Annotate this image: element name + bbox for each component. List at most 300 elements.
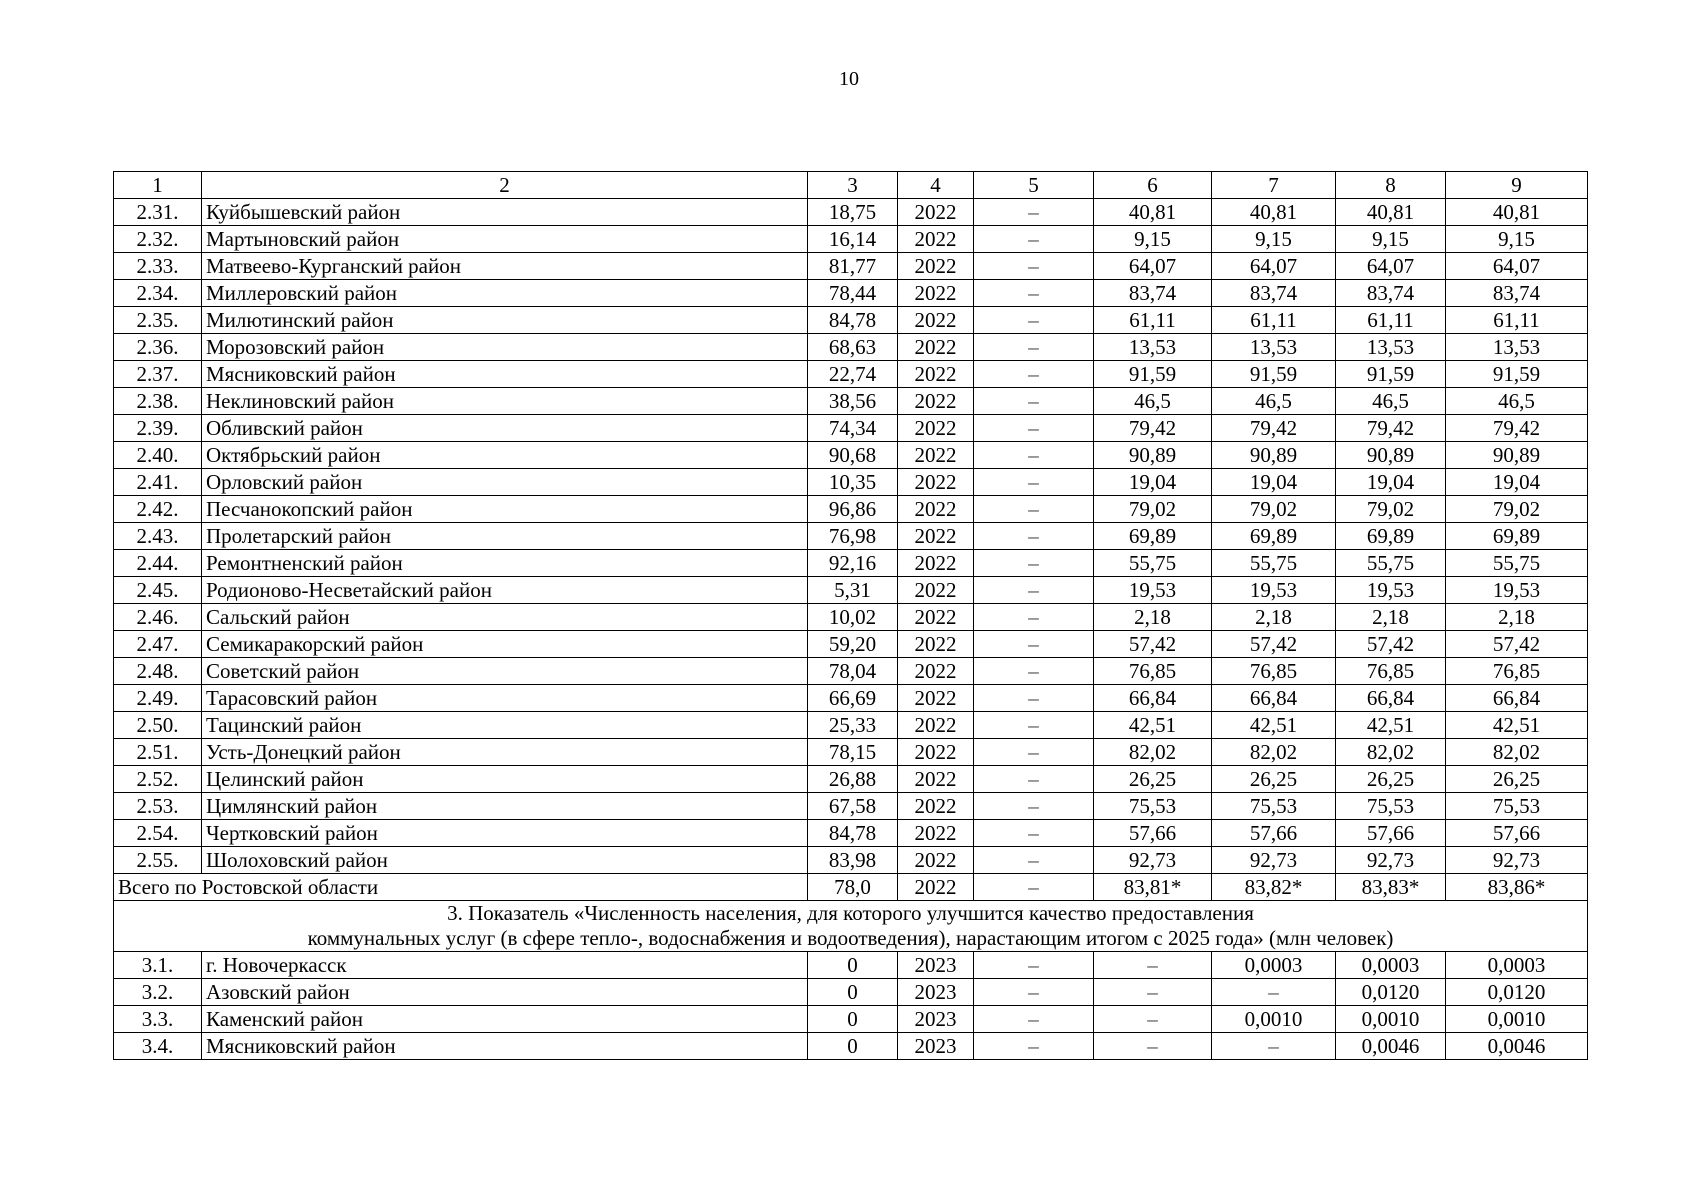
value-cell-c7: 19,53 [1212,577,1336,604]
value-cell-c5: – [974,820,1094,847]
district-name-cell: Мартыновский район [202,226,808,253]
value-cell-c6: 83,74 [1094,280,1212,307]
value-cell-c7: 2,18 [1212,604,1336,631]
row-number-cell: 2.31. [114,199,202,226]
value-cell-c9: 0,0046 [1446,1033,1588,1060]
value-cell-c3: 92,16 [808,550,898,577]
value-cell-c7: 66,84 [1212,685,1336,712]
row-number-cell: 3.4. [114,1033,202,1060]
value-cell-c3: 78,04 [808,658,898,685]
value-cell-c7: 9,15 [1212,226,1336,253]
row-number-cell: 2.39. [114,415,202,442]
value-cell-c3: 22,74 [808,361,898,388]
value-cell-c9: 42,51 [1446,712,1588,739]
value-cell-c5: – [974,979,1094,1006]
value-cell-c5: – [974,793,1094,820]
value-cell-c4: 2022 [898,415,974,442]
value-cell-c3: 83,98 [808,847,898,874]
value-cell-c8: 0,0010 [1336,1006,1446,1033]
value-cell-c5: – [974,550,1094,577]
value-cell-c5: – [974,253,1094,280]
value-cell-c6: – [1094,1006,1212,1033]
row-number-cell: 2.42. [114,496,202,523]
value-cell-c5: – [974,739,1094,766]
value-cell-c3: 76,98 [808,523,898,550]
total-value-c9: 83,86* [1446,874,1588,901]
row-number-cell: 2.37. [114,361,202,388]
value-cell-c9: 79,02 [1446,496,1588,523]
value-cell-c9: 13,53 [1446,334,1588,361]
value-cell-c5: – [974,1033,1094,1060]
value-cell-c9: 0,0010 [1446,1006,1588,1033]
value-cell-c7: 46,5 [1212,388,1336,415]
value-cell-c4: 2022 [898,604,974,631]
header-cell: 8 [1336,172,1446,199]
value-cell-c6: 57,42 [1094,631,1212,658]
row-number-cell: 2.49. [114,685,202,712]
value-cell-c7: 57,66 [1212,820,1336,847]
value-cell-c7: 83,74 [1212,280,1336,307]
value-cell-c7: 91,59 [1212,361,1336,388]
value-cell-c8: 46,5 [1336,388,1446,415]
value-cell-c5: – [974,361,1094,388]
row-number-cell: 2.51. [114,739,202,766]
value-cell-c3: 16,14 [808,226,898,253]
value-cell-c6: 57,66 [1094,820,1212,847]
value-cell-c6: 92,73 [1094,847,1212,874]
value-cell-c7: 26,25 [1212,766,1336,793]
value-cell-c9: 79,42 [1446,415,1588,442]
value-cell-c8: 82,02 [1336,739,1446,766]
value-cell-c3: 84,78 [808,307,898,334]
table-row [114,280,1588,307]
row-number-cell: 2.46. [114,604,202,631]
value-cell-c7: – [1212,979,1336,1006]
value-cell-c9: 66,84 [1446,685,1588,712]
value-cell-c9: 0,0120 [1446,979,1588,1006]
value-cell-c4: 2022 [898,550,974,577]
table-row [114,793,1588,820]
district-name-cell: Обливский район [202,415,808,442]
value-cell-c9: 40,81 [1446,199,1588,226]
row-number-cell: 3.2. [114,979,202,1006]
district-name-cell: Милютинский район [202,307,808,334]
value-cell-c6: 26,25 [1094,766,1212,793]
value-cell-c3: 74,34 [808,415,898,442]
table-row [114,820,1588,847]
row-number-cell: 2.53. [114,793,202,820]
value-cell-c5: – [974,604,1094,631]
value-cell-c5: – [974,712,1094,739]
district-name-cell: Мясниковский район [202,1033,808,1060]
value-cell-c8: 57,66 [1336,820,1446,847]
district-name-cell: Матвеево-Курганский район [202,253,808,280]
value-cell-c3: 84,78 [808,820,898,847]
district-name-cell: Семикаракорский район [202,631,808,658]
table-row [114,496,1588,523]
total-value-c5: – [974,874,1094,901]
row-number-cell: 2.36. [114,334,202,361]
row-number-cell: 2.35. [114,307,202,334]
value-cell-c8: 76,85 [1336,658,1446,685]
value-cell-c5: – [974,307,1094,334]
value-cell-c7: 79,02 [1212,496,1336,523]
value-cell-c9: 57,66 [1446,820,1588,847]
value-cell-c4: 2022 [898,793,974,820]
value-cell-c9: 0,0003 [1446,952,1588,979]
value-cell-c8: 79,42 [1336,415,1446,442]
value-cell-c4: 2022 [898,820,974,847]
value-cell-c4: 2022 [898,739,974,766]
value-cell-c4: 2023 [898,979,974,1006]
value-cell-c6: 76,85 [1094,658,1212,685]
district-name-cell: Куйбышевский район [202,199,808,226]
value-cell-c4: 2022 [898,523,974,550]
table-row [114,469,1588,496]
value-cell-c3: 26,88 [808,766,898,793]
value-cell-c9: 46,5 [1446,388,1588,415]
row-number-cell: 2.40. [114,442,202,469]
value-cell-c5: – [974,577,1094,604]
value-cell-c7: 61,11 [1212,307,1336,334]
value-cell-c4: 2022 [898,685,974,712]
value-cell-c7: 75,53 [1212,793,1336,820]
district-name-cell: Морозовский район [202,334,808,361]
value-cell-c8: 42,51 [1336,712,1446,739]
value-cell-c3: 0 [808,1033,898,1060]
value-cell-c9: 19,53 [1446,577,1588,604]
value-cell-c7: 76,85 [1212,658,1336,685]
value-cell-c9: 75,53 [1446,793,1588,820]
value-cell-c3: 67,58 [808,793,898,820]
total-value-c3: 78,0 [808,874,898,901]
value-cell-c8: 0,0046 [1336,1033,1446,1060]
value-cell-c8: 79,02 [1336,496,1446,523]
row-number-cell: 2.41. [114,469,202,496]
row-number-cell: 2.38. [114,388,202,415]
value-cell-c5: – [974,199,1094,226]
value-cell-c6: 40,81 [1094,199,1212,226]
table-row [114,199,1588,226]
value-cell-c7: 79,42 [1212,415,1336,442]
value-cell-c9: 92,73 [1446,847,1588,874]
value-cell-c4: 2022 [898,631,974,658]
district-name-cell: Каменский район [202,1006,808,1033]
value-cell-c6: 55,75 [1094,550,1212,577]
value-cell-c7: 0,0010 [1212,1006,1336,1033]
row-number-cell: 2.44. [114,550,202,577]
value-cell-c9: 61,11 [1446,307,1588,334]
table-row [114,361,1588,388]
value-cell-c7: 40,81 [1212,199,1336,226]
value-cell-c4: 2022 [898,658,974,685]
value-cell-c8: 64,07 [1336,253,1446,280]
value-cell-c6: 90,89 [1094,442,1212,469]
value-cell-c3: 78,44 [808,280,898,307]
row-number-cell: 2.32. [114,226,202,253]
value-cell-c6: 91,59 [1094,361,1212,388]
total-value-c6: 83,81* [1094,874,1212,901]
header-cell: 4 [898,172,974,199]
value-cell-c3: 68,63 [808,334,898,361]
table-row [114,415,1588,442]
table-row [114,766,1588,793]
value-cell-c6: 2,18 [1094,604,1212,631]
value-cell-c4: 2022 [898,388,974,415]
value-cell-c6: – [1094,952,1212,979]
value-cell-c9: 90,89 [1446,442,1588,469]
value-cell-c3: 96,86 [808,496,898,523]
district-name-cell: Ремонтненский район [202,550,808,577]
row-number-cell: 2.54. [114,820,202,847]
value-cell-c9: 9,15 [1446,226,1588,253]
value-cell-c7: 57,42 [1212,631,1336,658]
row-number-cell: 3.1. [114,952,202,979]
table-row [114,1006,1588,1033]
header-cell: 7 [1212,172,1336,199]
value-cell-c3: 10,02 [808,604,898,631]
table-row [114,1033,1588,1060]
value-cell-c8: 66,84 [1336,685,1446,712]
value-cell-c6: 66,84 [1094,685,1212,712]
table-row [114,658,1588,685]
section-3-title-row [114,901,1588,952]
value-cell-c7: 82,02 [1212,739,1336,766]
table-row [114,253,1588,280]
value-cell-c8: 92,73 [1336,847,1446,874]
district-name-cell: Сальский район [202,604,808,631]
district-name-cell: Пролетарский район [202,523,808,550]
value-cell-c4: 2022 [898,334,974,361]
value-cell-c5: – [974,226,1094,253]
value-cell-c4: 2022 [898,361,974,388]
value-cell-c9: 83,74 [1446,280,1588,307]
indicator-table [113,171,1588,1060]
value-cell-c8: 19,53 [1336,577,1446,604]
value-cell-c8: 91,59 [1336,361,1446,388]
total-value-c4: 2022 [898,874,974,901]
value-cell-c8: 83,74 [1336,280,1446,307]
value-cell-c5: – [974,523,1094,550]
value-cell-c5: – [974,415,1094,442]
value-cell-c9: 19,04 [1446,469,1588,496]
value-cell-c3: 0 [808,979,898,1006]
district-name-cell: Шолоховский район [202,847,808,874]
value-cell-c5: – [974,766,1094,793]
value-cell-c5: – [974,280,1094,307]
value-cell-c3: 81,77 [808,253,898,280]
value-cell-c4: 2022 [898,469,974,496]
district-name-cell: Тацинский район [202,712,808,739]
row-number-cell: 2.48. [114,658,202,685]
value-cell-c3: 59,20 [808,631,898,658]
row-number-cell: 3.3. [114,1006,202,1033]
table-row [114,442,1588,469]
section-3-title [114,901,1588,952]
value-cell-c5: – [974,469,1094,496]
value-cell-c7: 55,75 [1212,550,1336,577]
district-name-cell: Цимлянский район [202,793,808,820]
header-cell: 3 [808,172,898,199]
value-cell-c3: 10,35 [808,469,898,496]
value-cell-c8: 9,15 [1336,226,1446,253]
value-cell-c7: 64,07 [1212,253,1336,280]
table-row [114,523,1588,550]
value-cell-c6: 61,11 [1094,307,1212,334]
value-cell-c9: 91,59 [1446,361,1588,388]
value-cell-c9: 26,25 [1446,766,1588,793]
value-cell-c3: 0 [808,1006,898,1033]
value-cell-c6: 9,15 [1094,226,1212,253]
row-number-cell: 2.45. [114,577,202,604]
value-cell-c5: – [974,658,1094,685]
value-cell-c6: 46,5 [1094,388,1212,415]
row-number-cell: 2.33. [114,253,202,280]
row-number-cell: 2.34. [114,280,202,307]
table-row [114,685,1588,712]
value-cell-c4: 2023 [898,1006,974,1033]
value-cell-c8: 0,0120 [1336,979,1446,1006]
value-cell-c7: – [1212,1033,1336,1060]
total-value-c8: 83,83* [1336,874,1446,901]
value-cell-c4: 2022 [898,199,974,226]
total-row [114,874,1588,901]
table-row [114,712,1588,739]
table-row [114,979,1588,1006]
value-cell-c4: 2022 [898,280,974,307]
value-cell-c6: 75,53 [1094,793,1212,820]
value-cell-c5: – [974,685,1094,712]
value-cell-c9: 2,18 [1446,604,1588,631]
value-cell-c3: 0 [808,952,898,979]
value-cell-c4: 2022 [898,712,974,739]
value-cell-c3: 66,69 [808,685,898,712]
district-name-cell: Целинский район [202,766,808,793]
value-cell-c8: 75,53 [1336,793,1446,820]
value-cell-c9: 64,07 [1446,253,1588,280]
district-name-cell: Советский район [202,658,808,685]
table-row [114,739,1588,766]
district-name-cell: Орловский район [202,469,808,496]
value-cell-c8: 0,0003 [1336,952,1446,979]
header-cell: 5 [974,172,1094,199]
value-cell-c5: – [974,442,1094,469]
header-cell: 6 [1094,172,1212,199]
value-cell-c6: 19,04 [1094,469,1212,496]
value-cell-c9: 76,85 [1446,658,1588,685]
district-name-cell: Неклиновский район [202,388,808,415]
table-row [114,388,1588,415]
value-cell-c5: – [974,388,1094,415]
value-cell-c3: 25,33 [808,712,898,739]
value-cell-c3: 90,68 [808,442,898,469]
value-cell-c8: 61,11 [1336,307,1446,334]
value-cell-c4: 2022 [898,496,974,523]
value-cell-c9: 57,42 [1446,631,1588,658]
district-name-cell: Чертковский район [202,820,808,847]
value-cell-c6: 13,53 [1094,334,1212,361]
page-number: 10 [839,68,859,90]
row-number-cell: 2.50. [114,712,202,739]
district-name-cell: Мясниковский район [202,361,808,388]
value-cell-c8: 40,81 [1336,199,1446,226]
table-row [114,550,1588,577]
district-name-cell: Усть-Донецкий район [202,739,808,766]
value-cell-c4: 2023 [898,1033,974,1060]
value-cell-c7: 92,73 [1212,847,1336,874]
value-cell-c7: 0,0003 [1212,952,1336,979]
value-cell-c8: 69,89 [1336,523,1446,550]
value-cell-c6: 79,02 [1094,496,1212,523]
value-cell-c8: 90,89 [1336,442,1446,469]
value-cell-c3: 5,31 [808,577,898,604]
value-cell-c8: 2,18 [1336,604,1446,631]
table-row [114,604,1588,631]
header-row [114,172,1588,199]
value-cell-c6: 64,07 [1094,253,1212,280]
value-cell-c6: 82,02 [1094,739,1212,766]
value-cell-c9: 82,02 [1446,739,1588,766]
value-cell-c5: – [974,496,1094,523]
row-number-cell: 2.47. [114,631,202,658]
header-cell: 9 [1446,172,1588,199]
table-row [114,307,1588,334]
header-cell: 1 [114,172,202,199]
district-name-cell: Октябрьский район [202,442,808,469]
total-value-c7: 83,82* [1212,874,1336,901]
value-cell-c6: – [1094,1033,1212,1060]
value-cell-c5: – [974,631,1094,658]
row-number-cell: 2.52. [114,766,202,793]
value-cell-c9: 69,89 [1446,523,1588,550]
value-cell-c8: 19,04 [1336,469,1446,496]
table-row [114,577,1588,604]
value-cell-c5: – [974,952,1094,979]
value-cell-c4: 2022 [898,226,974,253]
value-cell-c7: 90,89 [1212,442,1336,469]
value-cell-c6: 79,42 [1094,415,1212,442]
value-cell-c9: 55,75 [1446,550,1588,577]
value-cell-c6: 42,51 [1094,712,1212,739]
value-cell-c4: 2022 [898,847,974,874]
district-name-cell: Азовский район [202,979,808,1006]
value-cell-c7: 19,04 [1212,469,1336,496]
row-number-cell: 2.55. [114,847,202,874]
value-cell-c8: 55,75 [1336,550,1446,577]
value-cell-c8: 13,53 [1336,334,1446,361]
value-cell-c3: 38,56 [808,388,898,415]
section-3-title-line-2: коммунальных услуг (в сфере тепло-, водоснабжения и водоотведения), нарастающим итогом с 2025 года» (млн человек) [307,926,1394,950]
value-cell-c8: 26,25 [1336,766,1446,793]
district-name-cell: Песчанокопский район [202,496,808,523]
section-3-title-line-1: 3. Показатель «Численность населения, для которого улучшится качество предоставления [447,901,1254,925]
value-cell-c7: 69,89 [1212,523,1336,550]
value-cell-c7: 13,53 [1212,334,1336,361]
district-name-cell: Тарасовский район [202,685,808,712]
value-cell-c5: – [974,847,1094,874]
header-cell: 2 [202,172,808,199]
value-cell-c3: 18,75 [808,199,898,226]
table-row [114,631,1588,658]
table-row [114,952,1588,979]
value-cell-c4: 2022 [898,307,974,334]
table-row [114,334,1588,361]
value-cell-c7: 42,51 [1212,712,1336,739]
value-cell-c4: 2022 [898,766,974,793]
value-cell-c6: 69,89 [1094,523,1212,550]
value-cell-c8: 57,42 [1336,631,1446,658]
value-cell-c5: – [974,334,1094,361]
